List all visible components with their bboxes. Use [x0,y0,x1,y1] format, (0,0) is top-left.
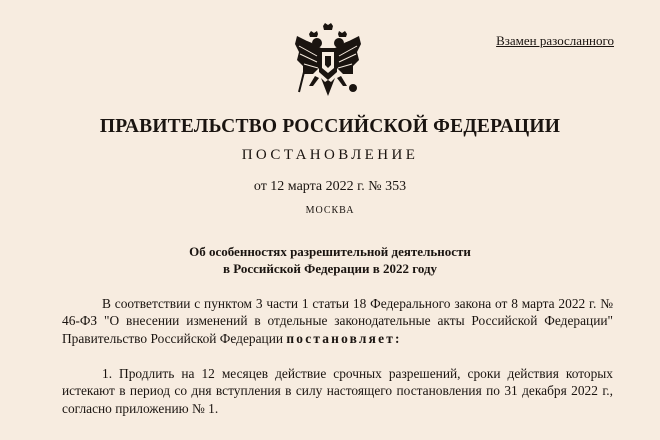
document-subject [0,243,660,277]
preamble-text: В соответствии с пунктом 3 части 1 статьи 18 Федерального закона от 8 марта 2022 г. № 46-ФЗ "О внесении изменений в отдельные законодательные акты Российской Федерации" Правительство Российской Федерации [62,296,613,346]
subject-line-2: в Российской Федерации в 2022 году [222,261,438,276]
government-title: ПРАВИТЕЛЬСТВО РОССИЙСКОЙ ФЕДЕРАЦИИ [99,116,561,137]
replacement-note: Взамен разосланного [496,33,614,48]
subject-line-1: Об особенностях разрешительной деятельности [189,244,471,259]
decree-word: постановляет: [286,330,402,346]
clause-1-paragraph: 1. Продлить на 12 месяцев действие срочных разрешений, сроки действия которых истекают в период со дня вступления в силу настоящего постановления по 31 декабря 2022 г., согласно приложению № 1. [62,366,613,416]
city: МОСКВА [305,205,355,216]
preamble-paragraph [62,295,613,347]
date-and-number: от 12 марта 2022 г. № 353 [253,179,407,194]
document-type: ПОСТАНОВЛЕНИЕ [241,147,419,163]
coat-of-arms-icon [291,22,365,102]
